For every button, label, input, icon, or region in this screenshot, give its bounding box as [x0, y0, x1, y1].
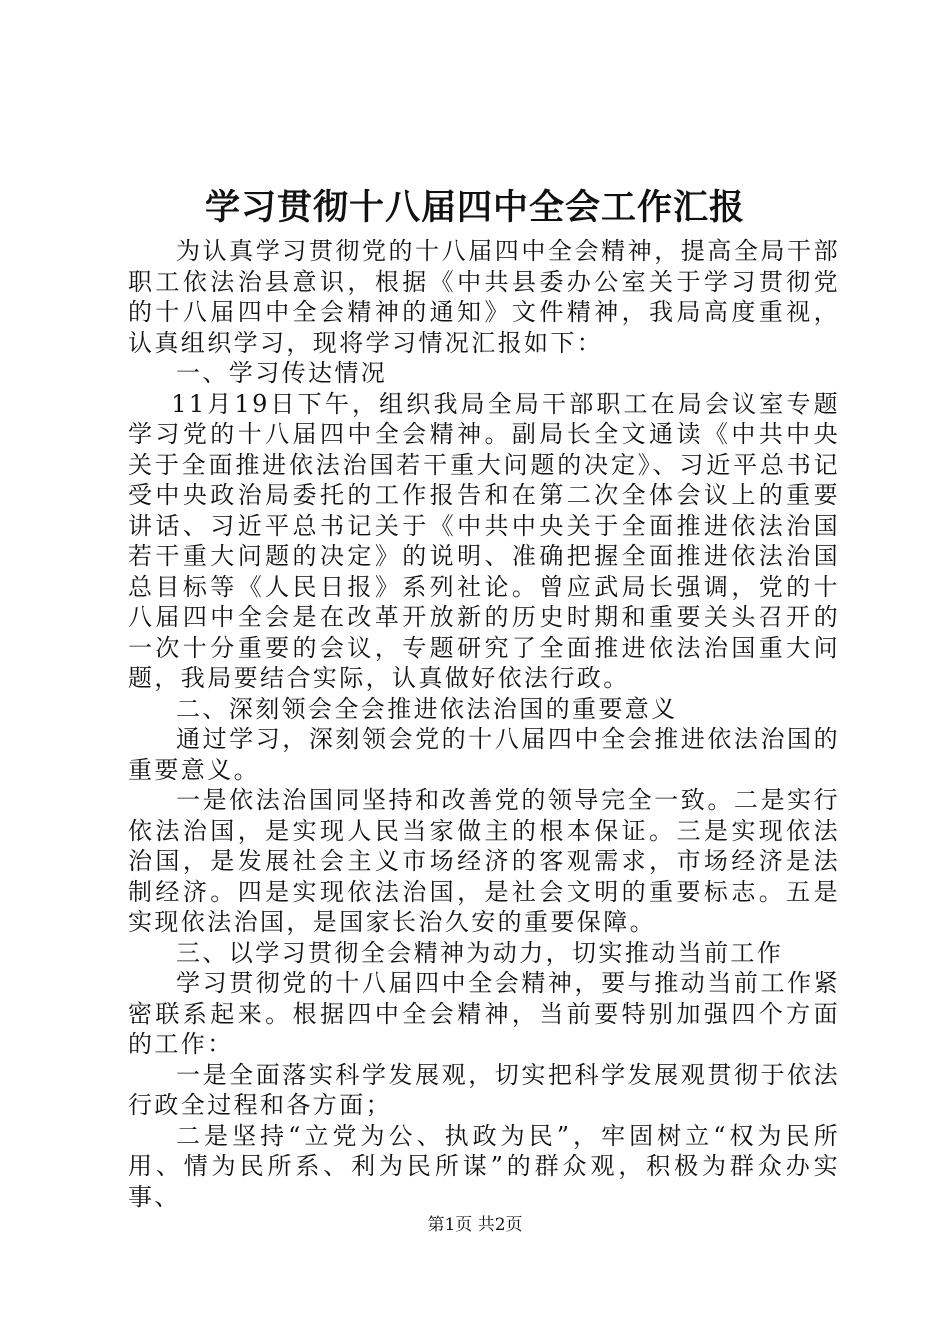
intro-paragraph: 为认真学习贯彻党的十八届四中全会精神，提高全局干部职工依法治县意识，根据《中共县委办公室关于学习贯彻党的十八届四中全会精神的通知》文件精神，我局高度重视，认真组织学习，现将学习情况汇报如下： — [128, 237, 840, 357]
section-heading-3: 三、以学习贯彻全会精神为动力，切实推动当前工作 — [176, 938, 784, 967]
body-paragraph: 一是全面落实科学发展观，切实把科学发展观贯彻于依法行政全过程和各方面； — [128, 1060, 840, 1119]
document-title: 学习贯彻十八届四中全会工作汇报 — [204, 187, 745, 228]
body-paragraph: 11月19日下午，组织我局全局干部职工在局会议室专题学习党的十八届四中全会精神。副局长全文通读《中共中央关于全面推进依法治国若干重大问题的决定》、习近平总书记受中央政治局委托的工作报告和在第二次全体会议上的重要讲话、习近平总书记关于《中共中央关于全面推进依法治国若干重大问题的决定》的说明、准确把握全面推进依法治国总目标等《人民日报》系列社论。曾应武局长强调，党的十八届四中全会是在改革开放新的历史时期和重要关头召开的一次十分重要的会议，专题研究了全面推进依法治国重大问题，我局要结合实际，认真做好依法行政。 — [128, 389, 840, 692]
body-paragraph: 二是坚持“立党为公、执政为民”，牢固树立“权为民所用、情为民所系、利为民所谋”的群众观，积极为群众办实事、 — [128, 1121, 840, 1211]
section-heading-2: 二、深刻领会全会推进依法治国的重要意义 — [176, 694, 678, 723]
body-paragraph: 一是依法治国同坚持和改善党的领导完全一致。二是实行依法治国，是实现人民当家做主的根本保证。三是实现依法治国，是发展社会主义市场经济的客观需求，市场经济是法制经济。四是实现依法治国，是社会文明的重要标志。五是实现依法治国，是国家长治久安的重要保障。 — [128, 786, 840, 936]
body-paragraph: 学习贯彻党的十八届四中全会精神，要与推动当前工作紧密联系起来。根据四中全会精神，当前要特别加强四个方面的工作： — [128, 969, 840, 1058]
body-paragraph: 通过学习，深刻领会党的十八届四中全会推进依法治国的重要意义。 — [128, 725, 840, 784]
page-footer: 第1页 共2页 — [427, 1215, 523, 1235]
document-body — [128, 236, 840, 1212]
section-heading-1: 一、学习传达情况 — [176, 359, 388, 387]
